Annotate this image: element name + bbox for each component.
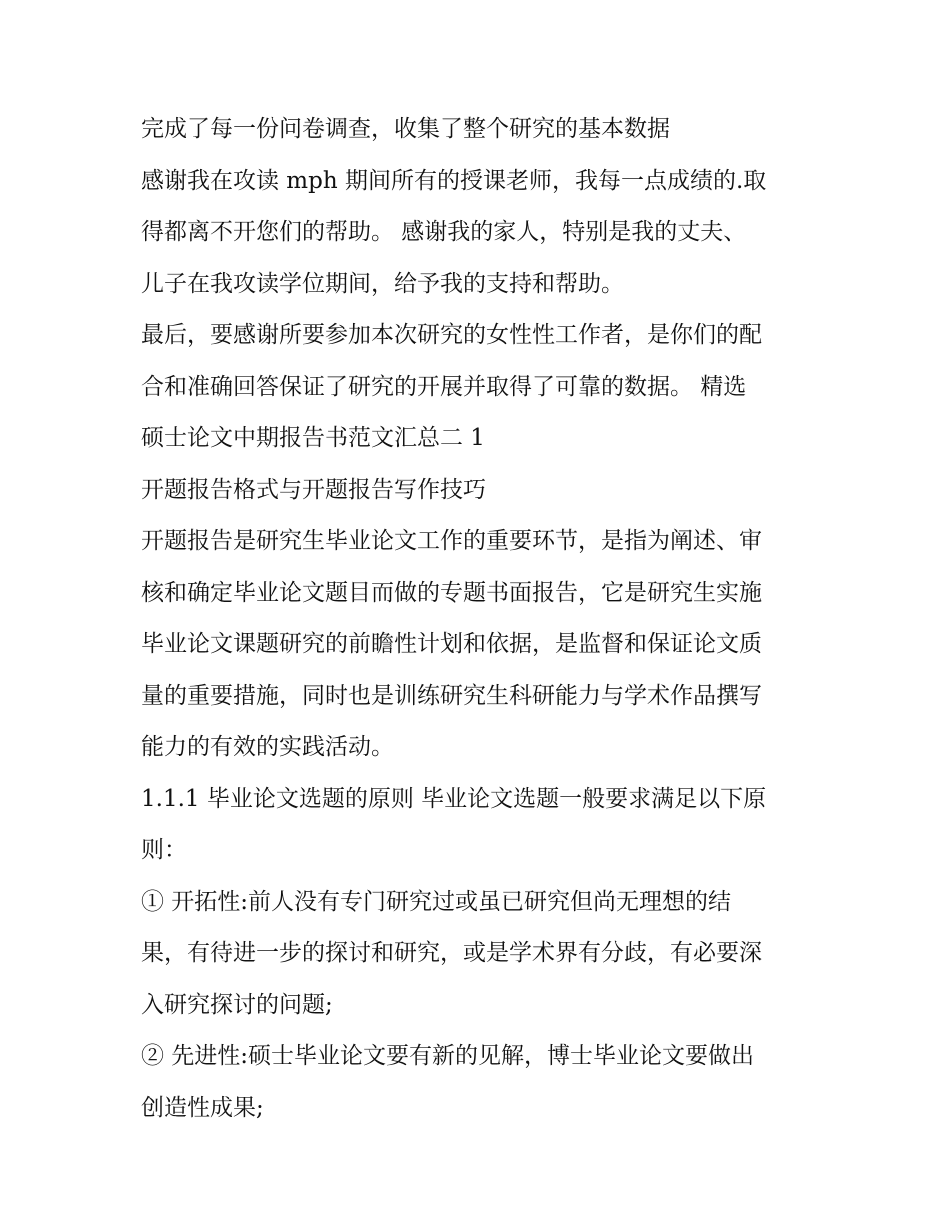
body-text — [141, 104, 831, 1134]
text-line: 果，有待进一步的探讨和研究，或是学术界有分歧，有必要深 — [141, 940, 762, 966]
list-item: ② 先进性:硕士毕业论文要有新的见解，博士毕业论文要做出 — [141, 1043, 755, 1069]
text-line: 量的重要措施，同时也是训练研究生科研能力与学术作品撰写 — [141, 682, 762, 709]
text-line: 创造性成果; — [141, 1094, 264, 1121]
text-line: 则： — [141, 837, 187, 863]
list-item: ① 开拓性:前人没有专门研究过或虽已研究但尚无理想的结 — [141, 888, 732, 915]
text-line: 入研究探讨的问题; — [141, 991, 333, 1018]
text-line: 得都离不开您们的帮助。 感谢我的家人，特别是我的丈夫、 — [141, 219, 747, 245]
text-line: 毕业论文课题研究的前瞻性计划和依据，是监督和保证论文质 — [141, 631, 762, 657]
text-line: 核和确定毕业论文题目而做的专题书面报告，它是研究生实施 — [141, 579, 762, 606]
text-line: 感谢我在攻读 mph 期间所有的授课老师，我每一点成绩的.取 — [141, 167, 767, 194]
section-heading: 硕士论文中期报告书范文汇总二 1 — [141, 425, 485, 451]
section-heading: 开题报告格式与开题报告写作技巧 — [141, 476, 486, 503]
text-line: 开题报告是研究生毕业论文工作的重要环节，是指为阐述、审 — [141, 528, 762, 554]
text-line: 儿子在我攻读学位期间，给予我的支持和帮助。 — [141, 270, 624, 297]
subsection-heading: 1.1.1 毕业论文选题的原则 毕业论文选题一般要求满足以下原 — [141, 785, 767, 812]
text-line: 合和准确回答保证了研究的开展并取得了可靠的数据。 精选 — [141, 373, 747, 400]
text-line: 最后，要感谢所要参加本次研究的女性性工作者，是你们的配 — [141, 322, 762, 348]
text-line: 能力的有效的实践活动。 — [141, 734, 394, 760]
text-line: 完成了每一份问卷调查，收集了整个研究的基本数据 — [141, 116, 670, 142]
